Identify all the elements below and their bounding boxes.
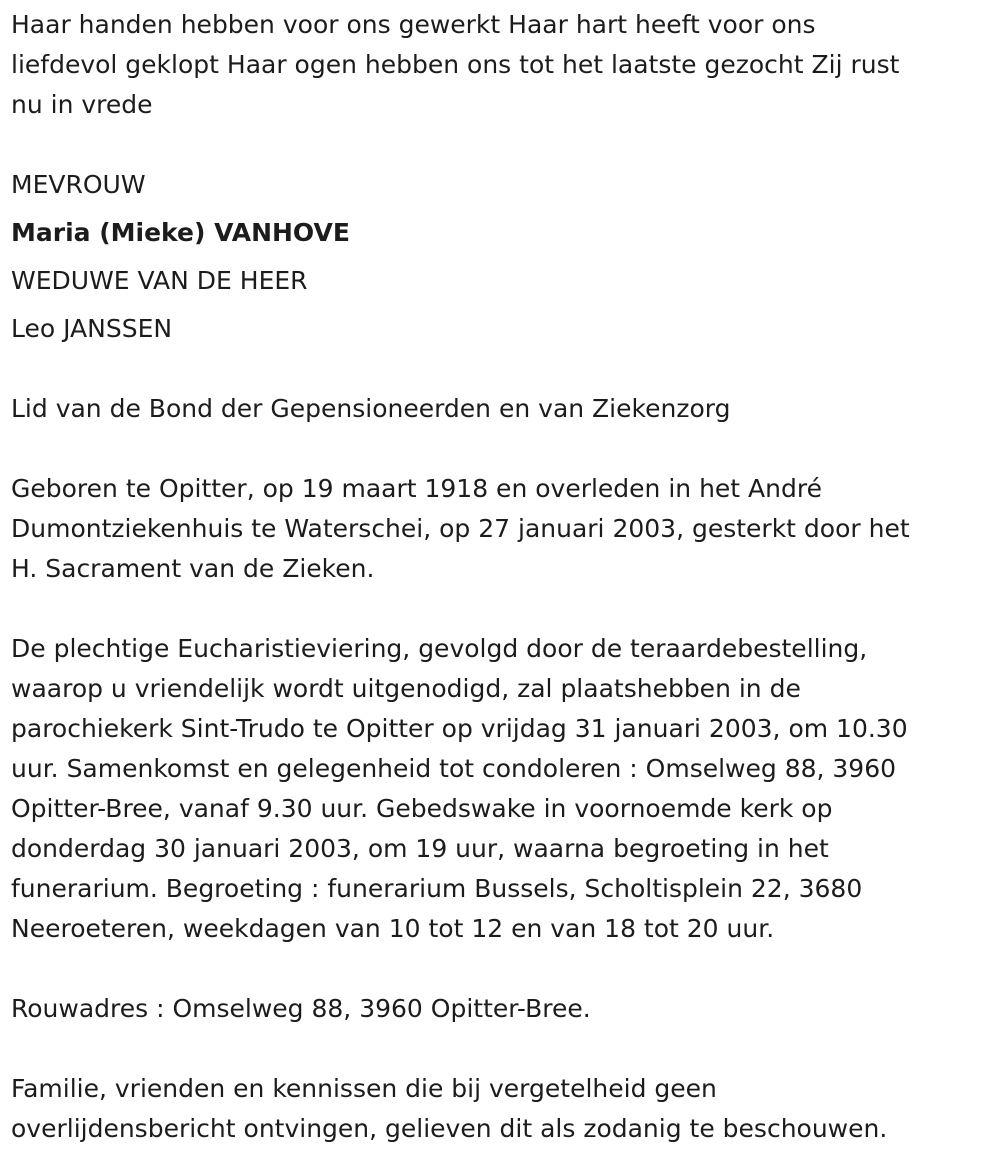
ceremony-line: De plechtige Eucharistieviering, gevolgd door de teraardebestelling,	[11, 634, 868, 663]
ceremony-line: Opitter-Bree, vanaf 9.30 uur. Gebedswake in voornoemde kerk op	[11, 794, 833, 823]
ceremony-line: donderdag 30 januari 2003, om 19 uur, waarna begroeting in het	[11, 834, 829, 863]
deceased-title: MEVROUW	[11, 170, 146, 199]
birth-death-line: Dumontziekenhuis te Waterschei, op 27 januari 2003, gesterkt door het	[11, 514, 910, 543]
membership-text: Lid van de Bond der Gepensioneerden en van Ziekenzorg	[11, 394, 731, 423]
ceremony-line: parochiekerk Sint-Trudo te Opitter op vrijdag 31 januari 2003, om 10.30	[11, 714, 908, 743]
deceased-name: Maria (Mieke) VANHOVE	[11, 218, 350, 247]
deceased-relation: WEDUWE VAN DE HEER	[11, 266, 308, 295]
ceremony-line: waarop u vriendelijk wordt uitgenodigd, zal plaatshebben in de	[11, 674, 801, 703]
birth-death-line: Geboren te Opitter, op 19 maart 1918 en overleden in het André	[11, 474, 822, 503]
mourning-address: Rouwadres : Omselweg 88, 3960 Opitter-Bree.	[11, 994, 591, 1023]
closing-line: Familie, vrienden en kennissen die bij vergetelheid geen	[11, 1074, 717, 1103]
ceremony-line: funerarium. Begroeting : funerarium Bussels, Scholtisplein 22, 3680	[11, 874, 863, 903]
verse-line: nu in vrede	[11, 90, 153, 119]
ceremony-line: uur. Samenkomst en gelegenheid tot condoleren : Omselweg 88, 3960	[11, 754, 897, 783]
closing-line: overlijdensbericht ontvingen, gelieven dit als zodanig te beschouwen.	[11, 1114, 888, 1143]
spouse-name: Leo JANSSEN	[11, 314, 173, 343]
verse-line: liefdevol geklopt Haar ogen hebben ons tot het laatste gezocht Zij rust	[11, 50, 900, 79]
birth-death-line: H. Sacrament van de Zieken.	[11, 554, 375, 583]
ceremony-line: Neeroeteren, weekdagen van 10 tot 12 en van 18 tot 20 uur.	[11, 914, 775, 943]
verse-line: Haar handen hebben voor ons gewerkt Haar hart heeft voor ons	[11, 10, 816, 39]
